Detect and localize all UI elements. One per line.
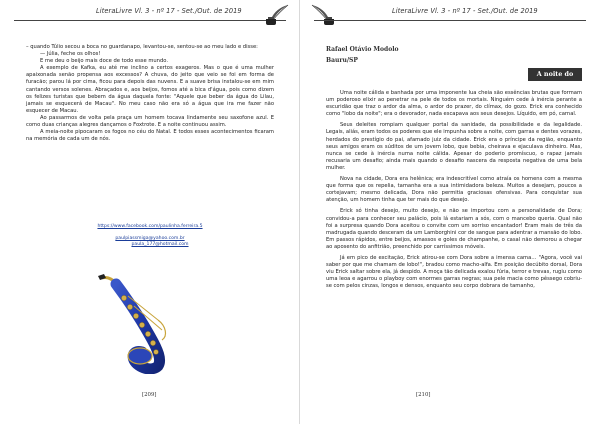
- right-header-rule: [314, 20, 586, 21]
- paragraph: Nova na cidade, Dora era helênica; era indescritível como atraía os homens com a mesma que forma que os repelia, tamanha era a sua intimidadora beleza. Muitos a desejam, poucos a cortejavam; mesmo delicada, Dora não permitia graciosas ofensivas. Para conquistar sua atenção, um homem tinha que ter mais do que desejo.: [326, 176, 582, 204]
- quill-inkpot-icon: [264, 4, 290, 26]
- right-page-header: [310, 4, 590, 24]
- page-number: [210]: [416, 392, 431, 398]
- facebook-link[interactable]: https://www.facebook.com/paulinha.ferreira.5: [97, 224, 203, 229]
- paragraph: – quando Túlio secou a boca no guardanapo, levantou-se, sentou-se ao meu lado e disse:: [26, 44, 258, 50]
- email-link-2[interactable]: paula_177@hotmail.com: [131, 242, 189, 247]
- story-title: A noite do lobo: [528, 68, 582, 81]
- left-page-body: [26, 44, 274, 143]
- email-link-1[interactable]: paulpiassmiga@yahoo.com.br: [115, 236, 185, 241]
- left-page-header: [10, 4, 290, 24]
- paragraph: Ao passarmos de volta pela praça um homem tocava lindamente seu saxofone azul. E como duas crianças alegres dançamos o Foxtrote. E a noite continuou assim.: [26, 114, 274, 129]
- author-name: Rafael Otávio Modolo: [326, 46, 399, 53]
- paragraph: — Júlia, feche os olhos!: [40, 51, 101, 58]
- paragraph: A exemplo de Kafka, eu até me inclino a certos exageros. Mas o que é uma mulher apaixonada senão propensa aos excessos? A chuva, do jeito que veio se foi em forma de furacão; parou lá por cima, ficou para depois das nuvens. E a suave brisa instalou-se em mim cantando versos solenes. Abraçados e, aos beijos, fomos até a bica d'água, pois como dizem os felizes turistas que bebem da água daquela fonte: "Aquele que beber da água do Lilau, jamais se esquecerá de Macau". No meu caso não era só a água que ira me fazer não esquecer de Macau.: [26, 65, 274, 114]
- page-number: [209]: [142, 392, 157, 398]
- paragraph: Já em pico de excitação, Erick atirou-se com Dora sobre a imensa cama… "Agora, você vai saber por que me chamam de lobo!", bradou como macho-alfa. Em posição decúbito dorsal, Dora viu Erick saltar sobre ela, já despido. A moça tão delicada exalou fúria, terror e trevas, rugiu como uma leoa e agarrou o playboy com enormes garras negras; sua pele macia como pêssego cobriu-se com pelos cinzas, longos e densos, enquanto seu corpo dobrara de tamanho,: [326, 254, 582, 290]
- right-page: [300, 0, 600, 424]
- paragraph: A meia-noite pipocaram os fogos no céu do Natal. E todos esses acontecimentos ficaram na memória de cada um de nós.: [26, 129, 274, 143]
- paragraph: E me deu o beijo mais doce de todo esse mundo.: [40, 58, 168, 65]
- author-place: Bauru/SP: [326, 57, 358, 64]
- quill-inkpot-icon: [310, 4, 336, 26]
- right-header-title: LiteraLivre Vl. 3 - nº 17 - Set./Out. de 2019: [392, 7, 538, 15]
- left-header-rule: [14, 20, 286, 21]
- paragraph: Seus deleites rompiam qualquer portal da sanidade, da possibilidade e da legalidade. Legais, aliás, eram todos os poderes que ele impunha sobre a noite, com garras e dentes vorazes, herdados do prestígio do pai, afamado juiz da cidade. Erick era o príncipe da região, enquanto seus amigos eram os súditos de um jovem lobo, que bebia, cheirava e ejaculava dinheiro. Mas, nunca se cede à inércia numa noite cálida. Apesar do poderio promíscuo, o rapaz jamais recusaria um desafio; ainda mais quando o desafio nascera da resposta negativa de uma bela mulher.: [326, 122, 582, 171]
- paragraph: Uma noite cálida e banhada por uma imponente lua cheia são essências brutas que formam um poderoso elixir ao penetrar na pele de todos os mortais. Ninguém cede à inércia perante a escuridão que traz o ardor da alma, o ardor do prazer, do clímax, do gozo. Erick era conhecido como "lobo da noite"; era o devorador, nada escapava aos seus desejos. Líquido, em pó, carnal.: [326, 90, 582, 118]
- saxophone-image: [88, 270, 200, 374]
- left-header-title: LiteraLivre Vl. 3 - nº 17 - Set./Out. de 2019: [96, 7, 242, 15]
- right-page-body: [326, 90, 582, 290]
- paragraph: Erick só tinha desejo, muito desejo, e não se importou com a personalidade de Dora; convidou-a para conhecer seu palácio, pois lá estariam a sós, com o mancebo queria. Qual não foi a surpresa quando Dora aceitou o convite com um sorriso encantador! Eram mais de três da madrugada quando desceram da um Lamborghini cor de sangue para adentrar a mansão do lobo. Em passos rápidos, entre beijos, amassos e goles de champanhe, o casal não demorou a chegar ao aposento do anfitrião, preenchido por carríssimos móveis.: [326, 208, 582, 250]
